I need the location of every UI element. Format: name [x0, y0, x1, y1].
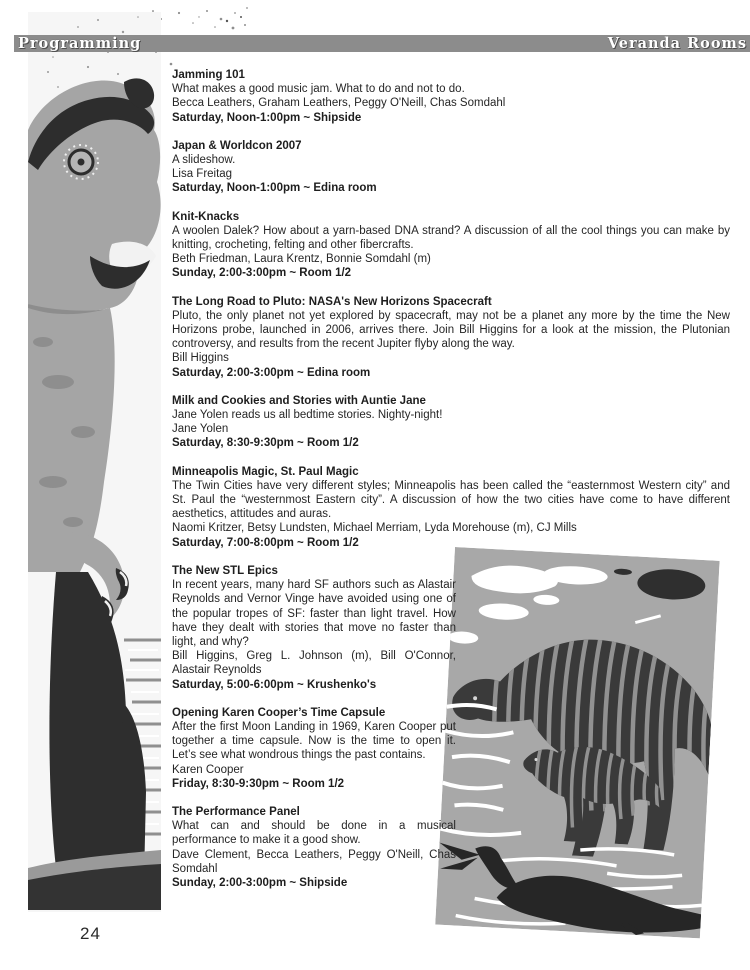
program-participants: Naomi Kritzer, Betsy Lundsten, Michael Merriam, Lyda Morehouse (m), CJ Mills [172, 522, 577, 535]
program-participants: Becca Leathers, Graham Leathers, Peggy O'Neill, Chas Somdahl [172, 97, 506, 110]
section-title: Programming [18, 35, 142, 52]
program-item [172, 564, 456, 692]
program-title: The Long Road to Pluto: NASA's New Horizons Spacecraft [172, 295, 492, 308]
program-schedule: Friday, 8:30-9:30pm ~ Room 1/2 [172, 777, 345, 790]
program-title: Milk and Cookies and Stories with Auntie Jane [172, 394, 426, 407]
program-schedule: Saturday, 7:00-8:00pm ~ Room 1/2 [172, 536, 359, 549]
program-description: A woolen Dalek? How about a yarn-based DNA strand? A discussion of all the cool things you can make by knitting, crocheting, felting and other fibercrafts. [172, 224, 730, 252]
program-participants: Dave Clement, Becca Leathers, Peggy O'Neill, Chas Somdahl [172, 848, 456, 875]
program-title: Jamming 101 [172, 69, 245, 81]
program-schedule: Sunday, 2:00-3:00pm ~ Shipside [172, 876, 348, 889]
program-title: The Performance Panel [172, 805, 300, 818]
program-description: Pluto, the only planet not yet explored by spacecraft, may not be a planet any more by the time the New Horizons probe, launched in 2006, arrives there. Join Bill Higgins for a look at the mission, the Plutonian controversy, and results from the recent Jupiter flyby along the way. [172, 309, 730, 351]
program-participants: Jane Yolen [172, 423, 229, 436]
program-schedule: Saturday, Noon-1:00pm ~ Edina room [172, 182, 377, 195]
program-participants: Karen Cooper [172, 763, 244, 776]
program-title: Minneapolis Magic, St. Paul Magic [172, 465, 359, 478]
program-item [172, 805, 456, 890]
program-participants: Bill Higgins [172, 352, 229, 365]
program-description: What makes a good music jam. What to do and not to do. [172, 83, 465, 96]
page-header-bar [14, 35, 750, 52]
location-title: Veranda Rooms [607, 35, 747, 52]
program-schedule: Saturday, Noon-1:00pm ~ Shipside [172, 111, 362, 124]
program-item [172, 465, 730, 550]
program-description: Jane Yolen reads us all bedtime stories. Nighty-night! [172, 409, 443, 422]
program-title: Knit-Knacks [172, 210, 240, 223]
program-participants: Lisa Freitag [172, 168, 233, 181]
program-description: In recent years, many hard SF authors such as Alastair Reynolds and Vernor Vinge have avoided using one of the popular tropes of SF: faster than light travel. How have they dealt with stories that move no faster than light, and why? [172, 579, 456, 648]
program-description: The Twin Cities have very different styles; Minneapolis has been called the “easternmost Western city” and St. Paul the “westernmost Eastern city”. A discussion of how the two cities have come to have different aesthetics, attitudes and auras. [172, 479, 730, 521]
dinosaur-portrait-graphic [28, 12, 161, 912]
program-description: A slideshow. [172, 154, 236, 167]
program-item [172, 706, 456, 791]
program-schedule: Saturday, 5:00-6:00pm ~ Krushenko's [172, 678, 377, 691]
program-schedule: Saturday, 2:00-3:00pm ~ Edina room [172, 366, 371, 379]
program-participants: Beth Friedman, Laura Krentz, Bonnie Somdahl (m) [172, 253, 431, 266]
program-title: Opening Karen Cooper’s Time Capsule [172, 706, 386, 719]
program-schedule: Saturday, 8:30-9:30pm ~ Room 1/2 [172, 437, 359, 450]
program-participants: Bill Higgins, Greg L. Johnson (m), Bill O'Connor, Alastair Reynolds [172, 650, 456, 677]
program-listings [172, 68, 730, 904]
dinosaur-illustration-left [28, 12, 161, 912]
program-item [172, 210, 730, 281]
program-item [172, 394, 730, 451]
program-title: Japan & Worldcon 2007 [172, 139, 302, 152]
page-number: 24 [80, 924, 101, 943]
program-item [172, 68, 730, 125]
program-item [172, 139, 730, 196]
program-schedule: Sunday, 2:00-3:00pm ~ Room 1/2 [172, 267, 352, 280]
program-item [172, 295, 730, 380]
program-description: After the first Moon Landing in 1969, Karen Cooper put together a time capsule. Now is the time to open it. Let’s see what wondrous things the past contains. [172, 720, 456, 762]
program-title: The New STL Epics [172, 564, 278, 577]
program-description: What can and should be done in a musical performance to make it a good show. [172, 820, 456, 847]
